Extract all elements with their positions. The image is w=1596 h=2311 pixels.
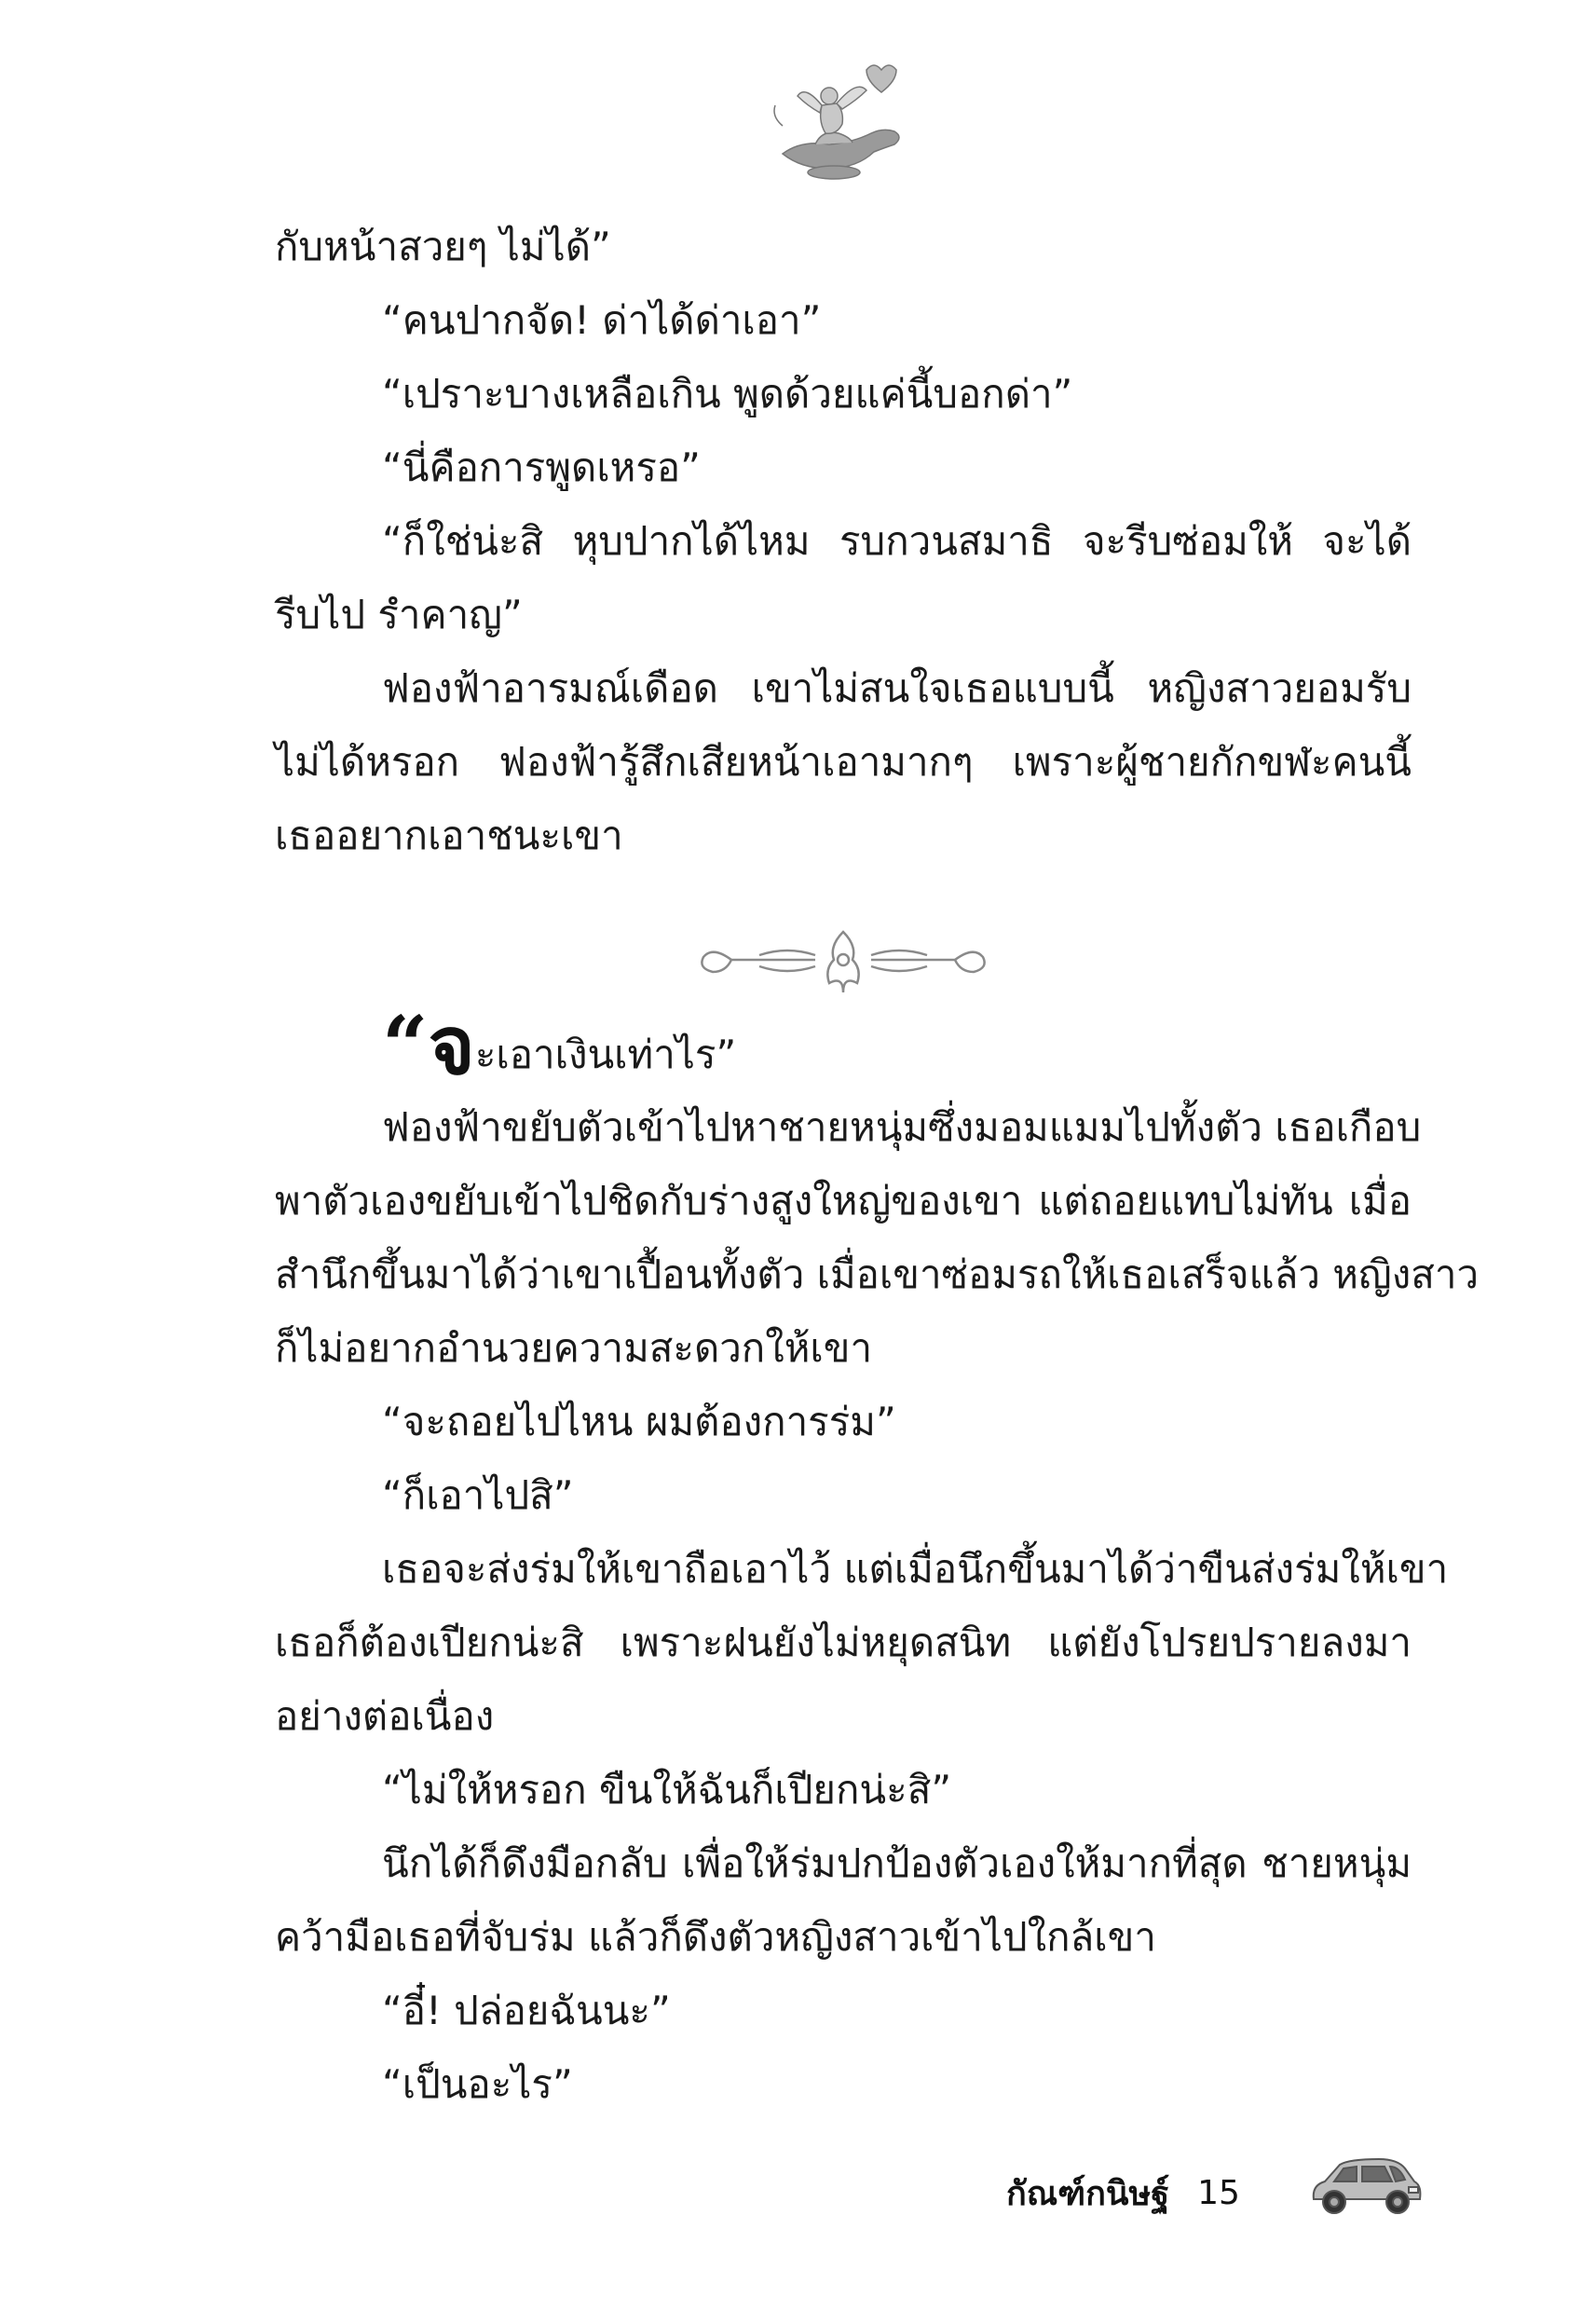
scene-divider-ornament-icon (694, 918, 992, 1002)
car-icon (1304, 2148, 1425, 2222)
paragraph-line: ฟองฟ้าอารมณ์เดือด เขาไม่สนใจเธอแบบนี้ หญิงสาวยอมรับ (382, 665, 1412, 711)
chapter-opening-line (275, 999, 1412, 1093)
page-footer (1006, 2160, 1240, 2225)
dropcap-rest: ะเอาเงินเท่าไร” (474, 1032, 737, 1077)
paragraph-line: “เป็นอะไร” (382, 2061, 573, 2107)
footer-author: กัณฑ์กนิษฐ์ (1006, 2174, 1170, 2213)
paragraph-line: พาตัวเองขยับเข้าไปชิดกับร่างสูงใหญ่ของเขา แต่ถอยแทบไม่ทัน เมื่อ (275, 1178, 1412, 1224)
paragraph-line: “นี่คือการพูดเหรอ” (382, 444, 701, 490)
paragraph-line: เธอจะส่งร่มให้เขาถือเอาไว้ แต่เมื่อนึกขึ้นมาได้ว่าขืนส่งร่มให้เขา (382, 1546, 1449, 1592)
paragraph-line: เธอก็ต้องเปียกน่ะสิ เพราะฝนยังไม่หยุดสนิท แต่ยังโปรยปรายลงมา (275, 1620, 1412, 1665)
paragraph-line: “คนปากจัด! ด่าได้ด่าเอา” (382, 297, 822, 343)
paragraph-line: ไม่ได้หรอก ฟองฟ้ารู้สึกเสียหน้าเอามากๆ เพราะผู้ชายกักขฬะคนนี้ (275, 739, 1412, 785)
paragraph-line: ก็ไม่อยากอำนวยความสะดวกให้เขา (275, 1325, 873, 1371)
dropcap: “จ (382, 999, 475, 1093)
page-number: 15 (1197, 2173, 1240, 2212)
paragraph-line: กับหน้าสวยๆ ไม่ได้” (275, 224, 611, 269)
paragraph-line: “ไม่ให้หรอก ขืนให้ฉันก็เปียกน่ะสิ” (382, 1767, 952, 1812)
paragraph-line: เธออยากเอาชนะเขา (275, 813, 623, 858)
paragraph-line: “อี๋! ปล่อยฉันนะ” (382, 1988, 671, 2033)
cupid-lamp-ornament-icon (764, 51, 913, 191)
paragraph-line: “จะถอยไปไหน ผมต้องการร่ม” (382, 1399, 896, 1444)
paragraph-line: รีบไป รำคาญ” (275, 592, 523, 637)
paragraph-line: คว้ามือเธอที่จับร่ม แล้วก็ดึงตัวหญิงสาวเข้าไปใกล้เขา (275, 1914, 1156, 1960)
paragraph-line: นึกได้ก็ดึงมือกลับ เพื่อให้ร่มปกป้องตัวเองให้มากที่สุด ชายหนุ่ม (382, 1840, 1412, 1886)
paragraph-line: “ก็ใช่น่ะสิ หุบปากได้ไหม รบกวนสมาธิ จะรีบซ่อมให้ จะได้ (382, 518, 1412, 564)
paragraph-line: “ก็เอาไปสิ” (382, 1472, 574, 1518)
text-block-2 (275, 999, 1480, 2121)
text-block-1 (275, 210, 1412, 872)
paragraph-line: อย่างต่อเนื่อง (275, 1693, 495, 1739)
paragraph-line: สำนึกขึ้นมาได้ว่าเขาเปื้อนทั้งตัว เมื่อเขาซ่อมรถให้เธอเสร็จแล้ว หญิงสาว (275, 1251, 1480, 1297)
paragraph-line: “เปราะบางเหลือเกิน พูดด้วยแค่นี้บอกด่า” (382, 371, 1073, 417)
paragraph-line: ฟองฟ้าขยับตัวเข้าไปหาชายหนุ่มซึ่งมอมแมมไปทั้งตัว เธอเกือบ (382, 1104, 1422, 1150)
